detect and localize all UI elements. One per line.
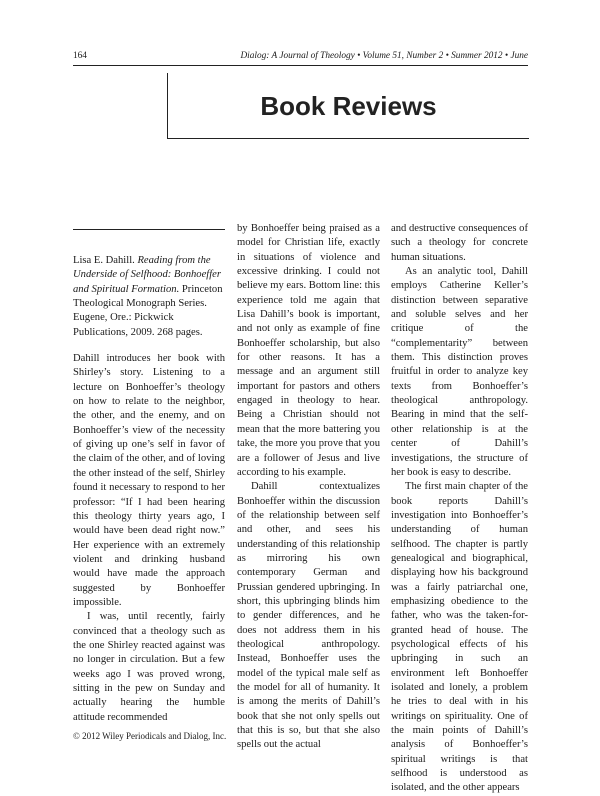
paragraph-4: Dahill contextualizes Bonhoeffer within the discussion of the relationship between self and other, and sees his understanding of this relationship as mirroring his own contemporary German and Prussian gendered upbringing. In short, this upbringing blinds him to gender differences, and he does not address them in his theological anthropology. Instead, Bonhoeffer uses the model of the typical male self as the model for all of humanity. It is among the merits of Dahill’s book that she not only spells out that this is so, but that she also spells out the actual [237, 481, 380, 751]
section-title-box [167, 73, 529, 139]
citation-rule [73, 229, 225, 230]
paragraph-7: The first main chapter of the book reports Dahill’s investigation into Bonhoeffer’s understanding of human selfhood. The chapter is partly genealogical and biographical, displaying how his background was a fairly patriarchal one, emphasizing obedience to the father, who was the taken-for-granted head of house. The psychological effects of his upbringing in such an environment left Bonhoeffer isolated and lonely, a problem he tries to deal with in his writings on spirituality. One of the main points of Dahill’s analysis of Bonhoeffer’s spiritual writings is that selfhood is understood as isolated, and the other appears [391, 481, 528, 794]
citation-author: Lisa E. Dahill. [73, 255, 135, 266]
book-citation [73, 254, 225, 340]
paragraph-6: As an analytic tool, Dahill employs Catherine Keller’s distinction between separative and soluble selves and her critique of the “complementarity” between them. This distinction proves fruitful in order to analyze key texts from Bonhoeffer’s theological anthropology. Bearing in mind that the self-other relationship is at the center of Dahill’s investigations, the structure of her book is easy to describe. [391, 266, 528, 478]
paragraph-2: I was, until recently, fairly convinced that a theology such as the one Shirley reacted against was no longer in circulation. But a few weeks ago I was proved wrong, sitting in the pew on Sunday and actually hearing the humble attitude recommended [73, 611, 225, 723]
page-number: 164 [73, 51, 87, 61]
copyright-footer: © 2012 Wiley Periodicals and Dialog, Inc. [73, 731, 227, 741]
citation-publication: Princeton Theological Monograph Series. Eugene, Ore.: Pickwick Publications, 2009. 268 pages. [73, 283, 223, 338]
paragraph-5: and destructive consequences of such a theology for concrete human situations. [391, 223, 528, 263]
paragraph-3: by Bonhoeffer being praised as a model for Christian life, exactly in situations of violence and excessive drinking. I could not believe my ears. Bottom line: this experience told me again that Lisa Dahill’s book is important, and not only as example of fine Bonhoeffer scholarship, but also for other reasons. It has a message and an argument still important for pastors and others engaged in theology to hear. Being a Christian should not mean that the more battering you take, the more you prove that you are a follower of Jesus and live according to his example. [237, 223, 380, 478]
column-2 [237, 222, 380, 753]
column-1 [73, 254, 225, 725]
paragraph-1: Dahill introduces her book with Shirley’s story. Listening to a lecture on Bonhoeffer’s theology on how to relate to the neighbor, the other, and the enemy, and on Bonhoeffer’s view of the necessity of giving up one’s self in favor of the claim of the other, and of loving the other instead of the self, Shirley found it necessary to respond to her professor: “If I had been hearing this theology thirty years ago, I would have been dead right now.” Her experience with an extremely violent and drinking husband would have made the approach suggested by Bonhoeffer impossible. [73, 353, 225, 608]
citation-book-title: Reading from the Underside of Selfhood: Bonhoeffer and Spiritual Formation. [73, 255, 221, 295]
header-rule [73, 65, 528, 66]
section-title: Book Reviews [260, 91, 437, 121]
journal-running-title: Dialog: A Journal of Theology • Volume 51, Number 2 • Summer 2012 • June [240, 51, 528, 61]
column-3 [391, 222, 528, 796]
